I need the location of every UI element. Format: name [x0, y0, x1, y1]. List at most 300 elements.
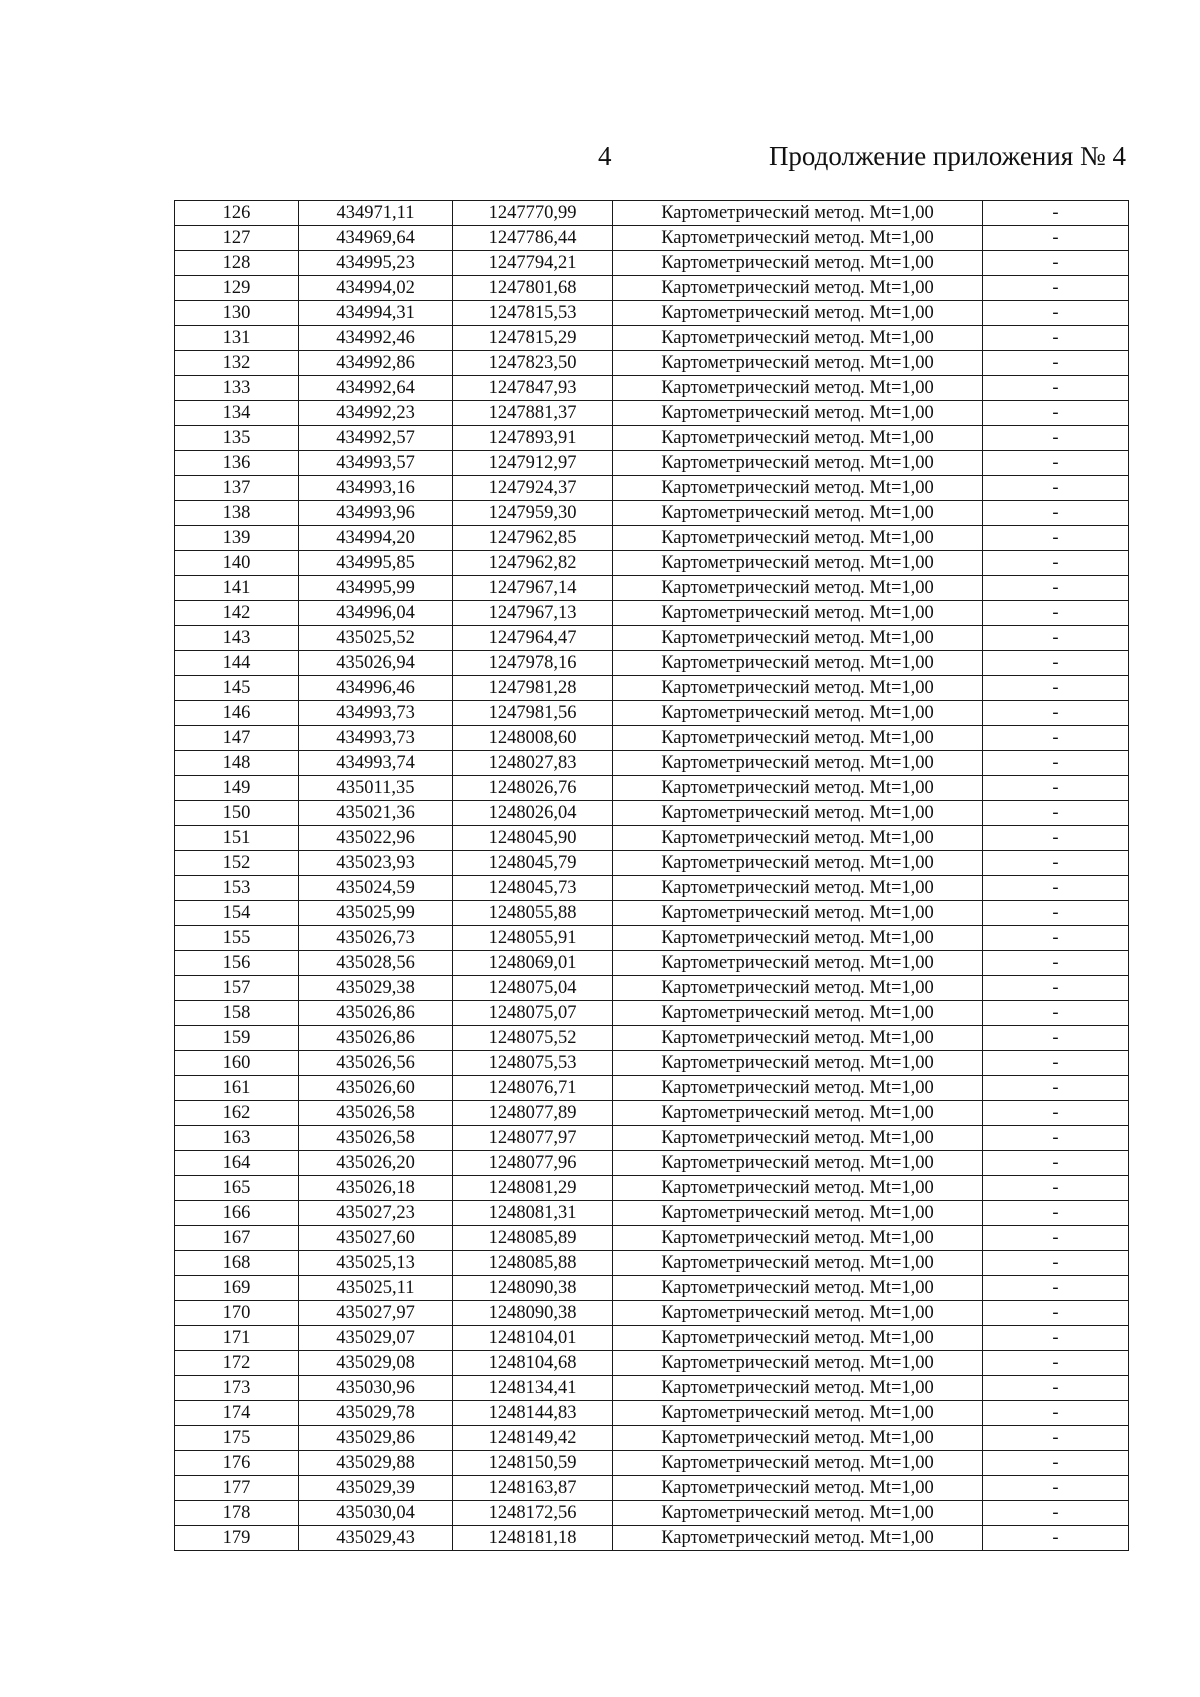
method-cell: Картометрический метод. Mt=1,00 [613, 1276, 983, 1301]
y-coordinate-cell: 1247964,47 [453, 626, 613, 651]
accuracy-description-cell: - [983, 776, 1129, 801]
point-number-cell: 157 [175, 976, 299, 1001]
x-coordinate-cell: 435026,73 [299, 926, 453, 951]
x-coordinate-cell: 434996,04 [299, 601, 453, 626]
y-coordinate-cell: 1248090,38 [453, 1301, 613, 1326]
accuracy-description-cell: - [983, 976, 1129, 1001]
accuracy-description-cell: - [983, 376, 1129, 401]
x-coordinate-cell: 434971,11 [299, 201, 453, 226]
y-coordinate-cell: 1248085,88 [453, 1251, 613, 1276]
x-coordinate-cell: 435026,86 [299, 1001, 453, 1026]
accuracy-description-cell: - [983, 1226, 1129, 1251]
accuracy-description-cell: - [983, 876, 1129, 901]
x-coordinate-cell: 434995,99 [299, 576, 453, 601]
method-cell: Картометрический метод. Mt=1,00 [613, 1426, 983, 1451]
table-row [175, 701, 1129, 726]
table-row [175, 226, 1129, 251]
point-number-cell: 136 [175, 451, 299, 476]
accuracy-description-cell: - [983, 601, 1129, 626]
x-coordinate-cell: 435021,36 [299, 801, 453, 826]
y-coordinate-cell: 1248077,89 [453, 1101, 613, 1126]
y-coordinate-cell: 1247893,91 [453, 426, 613, 451]
y-coordinate-cell: 1248076,71 [453, 1076, 613, 1101]
method-cell: Картометрический метод. Mt=1,00 [613, 576, 983, 601]
table-row [175, 726, 1129, 751]
table-row [175, 601, 1129, 626]
method-cell: Картометрический метод. Mt=1,00 [613, 301, 983, 326]
table-row [175, 276, 1129, 301]
accuracy-description-cell: - [983, 426, 1129, 451]
accuracy-description-cell: - [983, 351, 1129, 376]
y-coordinate-cell: 1248085,89 [453, 1226, 613, 1251]
y-coordinate-cell: 1248144,83 [453, 1401, 613, 1426]
point-number-cell: 149 [175, 776, 299, 801]
x-coordinate-cell: 435029,78 [299, 1401, 453, 1426]
method-cell: Картометрический метод. Mt=1,00 [613, 476, 983, 501]
point-number-cell: 130 [175, 301, 299, 326]
method-cell: Картометрический метод. Mt=1,00 [613, 451, 983, 476]
y-coordinate-cell: 1247823,50 [453, 351, 613, 376]
method-cell: Картометрический метод. Mt=1,00 [613, 726, 983, 751]
method-cell: Картометрический метод. Mt=1,00 [613, 1001, 983, 1026]
method-cell: Картометрический метод. Mt=1,00 [613, 1376, 983, 1401]
table-row [175, 526, 1129, 551]
table-row [175, 1451, 1129, 1476]
point-number-cell: 140 [175, 551, 299, 576]
x-coordinate-cell: 434995,85 [299, 551, 453, 576]
method-cell: Картометрический метод. Mt=1,00 [613, 326, 983, 351]
y-coordinate-cell: 1247881,37 [453, 401, 613, 426]
accuracy-description-cell: - [983, 1526, 1129, 1551]
x-coordinate-cell: 435027,23 [299, 1201, 453, 1226]
method-cell: Картометрический метод. Mt=1,00 [613, 801, 983, 826]
table-row [175, 1301, 1129, 1326]
accuracy-description-cell: - [983, 1126, 1129, 1151]
table-row [175, 1501, 1129, 1526]
accuracy-description-cell: - [983, 476, 1129, 501]
accuracy-description-cell: - [983, 526, 1129, 551]
accuracy-description-cell: - [983, 826, 1129, 851]
x-coordinate-cell: 435028,56 [299, 951, 453, 976]
table-row [175, 1276, 1129, 1301]
x-coordinate-cell: 435029,07 [299, 1326, 453, 1351]
accuracy-description-cell: - [983, 726, 1129, 751]
point-number-cell: 169 [175, 1276, 299, 1301]
point-number-cell: 152 [175, 851, 299, 876]
table-row [175, 201, 1129, 226]
accuracy-description-cell: - [983, 1301, 1129, 1326]
x-coordinate-cell: 434993,96 [299, 501, 453, 526]
table-row [175, 676, 1129, 701]
table-row [175, 401, 1129, 426]
x-coordinate-cell: 434993,74 [299, 751, 453, 776]
point-number-cell: 174 [175, 1401, 299, 1426]
x-coordinate-cell: 434993,16 [299, 476, 453, 501]
method-cell: Картометрический метод. Mt=1,00 [613, 1226, 983, 1251]
table-row [175, 826, 1129, 851]
y-coordinate-cell: 1248045,73 [453, 876, 613, 901]
table-row [175, 976, 1129, 1001]
accuracy-description-cell: - [983, 1176, 1129, 1201]
point-number-cell: 138 [175, 501, 299, 526]
table-row [175, 1226, 1129, 1251]
point-number-cell: 162 [175, 1101, 299, 1126]
point-number-cell: 129 [175, 276, 299, 301]
method-cell: Картометрический метод. Mt=1,00 [613, 1201, 983, 1226]
table-row [175, 1176, 1129, 1201]
point-number-cell: 137 [175, 476, 299, 501]
method-cell: Картометрический метод. Mt=1,00 [613, 976, 983, 1001]
method-cell: Картометрический метод. Mt=1,00 [613, 851, 983, 876]
y-coordinate-cell: 1247959,30 [453, 501, 613, 526]
accuracy-description-cell: - [983, 1076, 1129, 1101]
y-coordinate-cell: 1247815,29 [453, 326, 613, 351]
y-coordinate-cell: 1247967,13 [453, 601, 613, 626]
point-number-cell: 163 [175, 1126, 299, 1151]
accuracy-description-cell: - [983, 401, 1129, 426]
x-coordinate-cell: 435025,13 [299, 1251, 453, 1276]
point-number-cell: 134 [175, 401, 299, 426]
accuracy-description-cell: - [983, 501, 1129, 526]
table-row [175, 1101, 1129, 1126]
point-number-cell: 143 [175, 626, 299, 651]
table-row [175, 1426, 1129, 1451]
accuracy-description-cell: - [983, 651, 1129, 676]
point-number-cell: 148 [175, 751, 299, 776]
x-coordinate-cell: 435026,20 [299, 1151, 453, 1176]
y-coordinate-cell: 1248008,60 [453, 726, 613, 751]
y-coordinate-cell: 1248090,38 [453, 1276, 613, 1301]
point-number-cell: 177 [175, 1476, 299, 1501]
table-row [175, 576, 1129, 601]
x-coordinate-cell: 435029,39 [299, 1476, 453, 1501]
point-number-cell: 156 [175, 951, 299, 976]
point-number-cell: 146 [175, 701, 299, 726]
x-coordinate-cell: 435026,60 [299, 1076, 453, 1101]
point-number-cell: 131 [175, 326, 299, 351]
point-number-cell: 126 [175, 201, 299, 226]
point-number-cell: 168 [175, 1251, 299, 1276]
method-cell: Картометрический метод. Mt=1,00 [613, 676, 983, 701]
accuracy-description-cell: - [983, 1051, 1129, 1076]
point-number-cell: 145 [175, 676, 299, 701]
table-row [175, 551, 1129, 576]
method-cell: Картометрический метод. Mt=1,00 [613, 351, 983, 376]
method-cell: Картометрический метод. Mt=1,00 [613, 926, 983, 951]
coordinates-table [174, 200, 1129, 1551]
method-cell: Картометрический метод. Mt=1,00 [613, 1301, 983, 1326]
point-number-cell: 141 [175, 576, 299, 601]
table-row [175, 501, 1129, 526]
method-cell: Картометрический метод. Mt=1,00 [613, 601, 983, 626]
y-coordinate-cell: 1247924,37 [453, 476, 613, 501]
point-number-cell: 153 [175, 876, 299, 901]
point-number-cell: 176 [175, 1451, 299, 1476]
point-number-cell: 133 [175, 376, 299, 401]
method-cell: Картометрический метод. Mt=1,00 [613, 1476, 983, 1501]
accuracy-description-cell: - [983, 676, 1129, 701]
accuracy-description-cell: - [983, 1151, 1129, 1176]
table-row [175, 651, 1129, 676]
accuracy-description-cell: - [983, 276, 1129, 301]
table-row [175, 476, 1129, 501]
method-cell: Картометрический метод. Mt=1,00 [613, 501, 983, 526]
accuracy-description-cell: - [983, 201, 1129, 226]
x-coordinate-cell: 434992,46 [299, 326, 453, 351]
accuracy-description-cell: - [983, 451, 1129, 476]
table-row [175, 951, 1129, 976]
x-coordinate-cell: 435011,35 [299, 776, 453, 801]
x-coordinate-cell: 435027,60 [299, 1226, 453, 1251]
y-coordinate-cell: 1248181,18 [453, 1526, 613, 1551]
y-coordinate-cell: 1248081,29 [453, 1176, 613, 1201]
point-number-cell: 158 [175, 1001, 299, 1026]
accuracy-description-cell: - [983, 926, 1129, 951]
table-row [175, 901, 1129, 926]
method-cell: Картометрический метод. Mt=1,00 [613, 1401, 983, 1426]
accuracy-description-cell: - [983, 1376, 1129, 1401]
x-coordinate-cell: 435025,52 [299, 626, 453, 651]
y-coordinate-cell: 1248069,01 [453, 951, 613, 976]
accuracy-description-cell: - [983, 1201, 1129, 1226]
method-cell: Картометрический метод. Mt=1,00 [613, 1501, 983, 1526]
table-row [175, 326, 1129, 351]
accuracy-description-cell: - [983, 1326, 1129, 1351]
table-row [175, 1026, 1129, 1051]
method-cell: Картометрический метод. Mt=1,00 [613, 551, 983, 576]
method-cell: Картометрический метод. Mt=1,00 [613, 226, 983, 251]
point-number-cell: 164 [175, 1151, 299, 1176]
y-coordinate-cell: 1248163,87 [453, 1476, 613, 1501]
method-cell: Картометрический метод. Mt=1,00 [613, 1151, 983, 1176]
point-number-cell: 179 [175, 1526, 299, 1551]
accuracy-description-cell: - [983, 1476, 1129, 1501]
table-row [175, 926, 1129, 951]
point-number-cell: 132 [175, 351, 299, 376]
point-number-cell: 139 [175, 526, 299, 551]
accuracy-description-cell: - [983, 576, 1129, 601]
point-number-cell: 151 [175, 826, 299, 851]
table-row [175, 626, 1129, 651]
point-number-cell: 159 [175, 1026, 299, 1051]
table-row [175, 1076, 1129, 1101]
x-coordinate-cell: 435022,96 [299, 826, 453, 851]
table-row [175, 1126, 1129, 1151]
method-cell: Картометрический метод. Mt=1,00 [613, 1176, 983, 1201]
method-cell: Картометрический метод. Mt=1,00 [613, 1351, 983, 1376]
accuracy-description-cell: - [983, 326, 1129, 351]
y-coordinate-cell: 1247847,93 [453, 376, 613, 401]
point-number-cell: 144 [175, 651, 299, 676]
y-coordinate-cell: 1248045,79 [453, 851, 613, 876]
accuracy-description-cell: - [983, 851, 1129, 876]
table-row [175, 1326, 1129, 1351]
x-coordinate-cell: 435025,99 [299, 901, 453, 926]
page-number: 4 [598, 141, 612, 171]
accuracy-description-cell: - [983, 1401, 1129, 1426]
table-row [175, 801, 1129, 826]
method-cell: Картометрический метод. Mt=1,00 [613, 1526, 983, 1551]
method-cell: Картометрический метод. Mt=1,00 [613, 1101, 983, 1126]
x-coordinate-cell: 434992,57 [299, 426, 453, 451]
method-cell: Картометрический метод. Mt=1,00 [613, 951, 983, 976]
method-cell: Картометрический метод. Mt=1,00 [613, 1051, 983, 1076]
x-coordinate-cell: 435026,56 [299, 1051, 453, 1076]
point-number-cell: 171 [175, 1326, 299, 1351]
x-coordinate-cell: 435029,86 [299, 1426, 453, 1451]
x-coordinate-cell: 434993,73 [299, 701, 453, 726]
accuracy-description-cell: - [983, 551, 1129, 576]
table-row [175, 876, 1129, 901]
y-coordinate-cell: 1248075,53 [453, 1051, 613, 1076]
table-row [175, 1051, 1129, 1076]
table-row [175, 751, 1129, 776]
y-coordinate-cell: 1248149,42 [453, 1426, 613, 1451]
method-cell: Картометрический метод. Mt=1,00 [613, 401, 983, 426]
y-coordinate-cell: 1248172,56 [453, 1501, 613, 1526]
point-number-cell: 150 [175, 801, 299, 826]
y-coordinate-cell: 1248150,59 [453, 1451, 613, 1476]
y-coordinate-cell: 1248134,41 [453, 1376, 613, 1401]
y-coordinate-cell: 1247962,85 [453, 526, 613, 551]
y-coordinate-cell: 1248026,76 [453, 776, 613, 801]
x-coordinate-cell: 434994,31 [299, 301, 453, 326]
table-row [175, 1526, 1129, 1551]
x-coordinate-cell: 435030,04 [299, 1501, 453, 1526]
y-coordinate-cell: 1248104,68 [453, 1351, 613, 1376]
accuracy-description-cell: - [983, 1276, 1129, 1301]
method-cell: Картометрический метод. Mt=1,00 [613, 826, 983, 851]
accuracy-description-cell: - [983, 951, 1129, 976]
method-cell: Картометрический метод. Mt=1,00 [613, 1451, 983, 1476]
y-coordinate-cell: 1248075,07 [453, 1001, 613, 1026]
y-coordinate-cell: 1248081,31 [453, 1201, 613, 1226]
x-coordinate-cell: 435026,58 [299, 1126, 453, 1151]
x-coordinate-cell: 434994,02 [299, 276, 453, 301]
point-number-cell: 167 [175, 1226, 299, 1251]
point-number-cell: 128 [175, 251, 299, 276]
point-number-cell: 135 [175, 426, 299, 451]
y-coordinate-cell: 1248045,90 [453, 826, 613, 851]
method-cell: Картометрический метод. Mt=1,00 [613, 201, 983, 226]
y-coordinate-cell: 1247815,53 [453, 301, 613, 326]
method-cell: Картометрический метод. Mt=1,00 [613, 626, 983, 651]
point-number-cell: 161 [175, 1076, 299, 1101]
y-coordinate-cell: 1247981,56 [453, 701, 613, 726]
page-title: Продолжение приложения № 4 [768, 141, 1126, 171]
accuracy-description-cell: - [983, 301, 1129, 326]
y-coordinate-cell: 1248026,04 [453, 801, 613, 826]
accuracy-description-cell: - [983, 1001, 1129, 1026]
y-coordinate-cell: 1248075,04 [453, 976, 613, 1001]
point-number-cell: 166 [175, 1201, 299, 1226]
y-coordinate-cell: 1248055,91 [453, 926, 613, 951]
table-row [175, 776, 1129, 801]
method-cell: Картометрический метод. Mt=1,00 [613, 1251, 983, 1276]
x-coordinate-cell: 435029,43 [299, 1526, 453, 1551]
table-row [175, 376, 1129, 401]
accuracy-description-cell: - [983, 1426, 1129, 1451]
method-cell: Картометрический метод. Mt=1,00 [613, 526, 983, 551]
accuracy-description-cell: - [983, 901, 1129, 926]
table-row [175, 251, 1129, 276]
point-number-cell: 155 [175, 926, 299, 951]
method-cell: Картометрический метод. Mt=1,00 [613, 751, 983, 776]
y-coordinate-cell: 1248077,97 [453, 1126, 613, 1151]
x-coordinate-cell: 435030,96 [299, 1376, 453, 1401]
point-number-cell: 142 [175, 601, 299, 626]
accuracy-description-cell: - [983, 226, 1129, 251]
accuracy-description-cell: - [983, 801, 1129, 826]
method-cell: Картометрический метод. Mt=1,00 [613, 701, 983, 726]
accuracy-description-cell: - [983, 251, 1129, 276]
point-number-cell: 172 [175, 1351, 299, 1376]
table-row [175, 1201, 1129, 1226]
table-row [175, 301, 1129, 326]
table-row [175, 351, 1129, 376]
method-cell: Картометрический метод. Mt=1,00 [613, 276, 983, 301]
x-coordinate-cell: 435026,94 [299, 651, 453, 676]
table-row [175, 851, 1129, 876]
table-body [175, 201, 1129, 1551]
x-coordinate-cell: 435027,97 [299, 1301, 453, 1326]
table-row [175, 1376, 1129, 1401]
method-cell: Картометрический метод. Mt=1,00 [613, 1076, 983, 1101]
x-coordinate-cell: 435029,08 [299, 1351, 453, 1376]
x-coordinate-cell: 434992,23 [299, 401, 453, 426]
y-coordinate-cell: 1248077,96 [453, 1151, 613, 1176]
y-coordinate-cell: 1247978,16 [453, 651, 613, 676]
point-number-cell: 165 [175, 1176, 299, 1201]
table-row [175, 1351, 1129, 1376]
accuracy-description-cell: - [983, 1501, 1129, 1526]
y-coordinate-cell: 1248055,88 [453, 901, 613, 926]
x-coordinate-cell: 435025,11 [299, 1276, 453, 1301]
y-coordinate-cell: 1247981,28 [453, 676, 613, 701]
accuracy-description-cell: - [983, 701, 1129, 726]
x-coordinate-cell: 434992,64 [299, 376, 453, 401]
method-cell: Картометрический метод. Mt=1,00 [613, 651, 983, 676]
table-row [175, 1001, 1129, 1026]
y-coordinate-cell: 1248104,01 [453, 1326, 613, 1351]
accuracy-description-cell: - [983, 751, 1129, 776]
y-coordinate-cell: 1248075,52 [453, 1026, 613, 1051]
table-row [175, 1251, 1129, 1276]
x-coordinate-cell: 434969,64 [299, 226, 453, 251]
x-coordinate-cell: 434995,23 [299, 251, 453, 276]
method-cell: Картометрический метод. Mt=1,00 [613, 1326, 983, 1351]
method-cell: Картометрический метод. Mt=1,00 [613, 1126, 983, 1151]
table-row [175, 1401, 1129, 1426]
y-coordinate-cell: 1247770,99 [453, 201, 613, 226]
x-coordinate-cell: 434993,57 [299, 451, 453, 476]
y-coordinate-cell: 1247967,14 [453, 576, 613, 601]
y-coordinate-cell: 1247794,21 [453, 251, 613, 276]
x-coordinate-cell: 435026,86 [299, 1026, 453, 1051]
accuracy-description-cell: - [983, 1026, 1129, 1051]
point-number-cell: 175 [175, 1426, 299, 1451]
x-coordinate-cell: 435029,38 [299, 976, 453, 1001]
table-row [175, 451, 1129, 476]
x-coordinate-cell: 435029,88 [299, 1451, 453, 1476]
point-number-cell: 160 [175, 1051, 299, 1076]
accuracy-description-cell: - [983, 1251, 1129, 1276]
x-coordinate-cell: 435024,59 [299, 876, 453, 901]
table-row [175, 426, 1129, 451]
x-coordinate-cell: 435026,58 [299, 1101, 453, 1126]
x-coordinate-cell: 434994,20 [299, 526, 453, 551]
accuracy-description-cell: - [983, 626, 1129, 651]
